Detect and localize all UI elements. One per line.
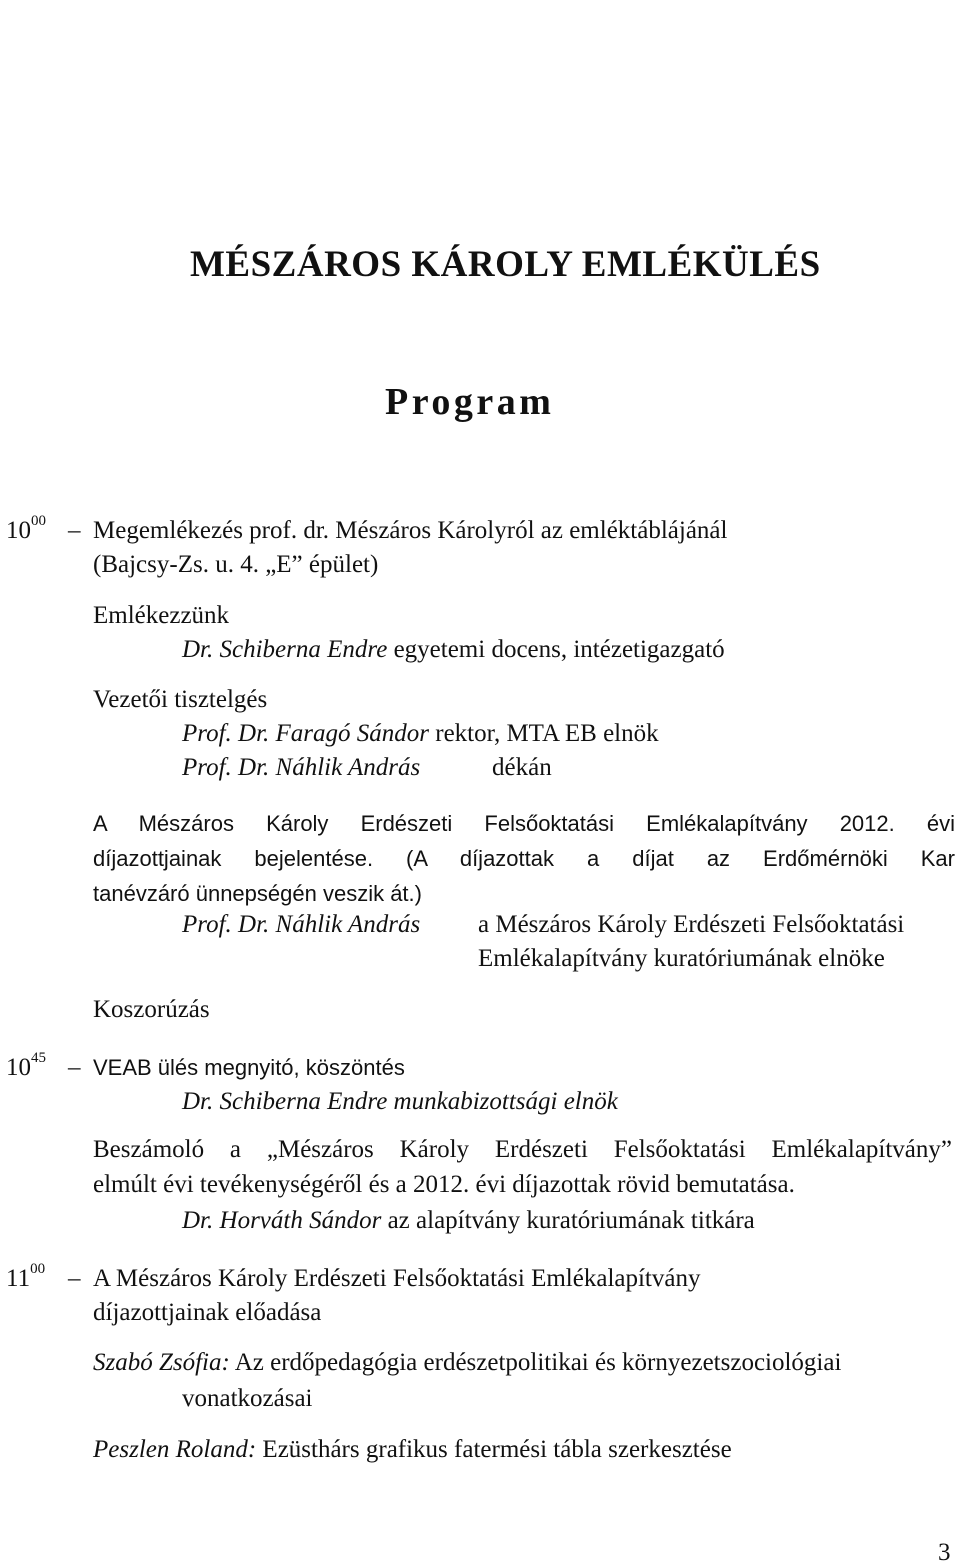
document-title: MÉSZÁROS KÁROLY EMLÉKÜLÉS — [190, 244, 821, 285]
vezetoi-label: Vezetői tisztelgés — [93, 686, 268, 713]
time-dash: – — [68, 517, 81, 544]
program-heading: Program — [385, 381, 555, 423]
speaker-schiberna: Dr. Schiberna Endre egyetemi docens, intézetigazgató — [182, 636, 725, 663]
time-11-00: $11^{00}$ — [6, 1261, 46, 1292]
time-dash: – — [68, 1265, 81, 1292]
laureates-line-1: A Mészáros Károly Erdészeti Felsőoktatási Emlékalapítvány — [93, 1265, 701, 1292]
commemoration-line: Megemlékezés prof. dr. Mészáros Károlyról az emléktáblájánál — [93, 517, 728, 544]
speaker-schiberna-2: Dr. Schiberna Endre munkabizottsági elnök — [182, 1088, 618, 1115]
speaker-horvath: Dr. Horváth Sándor az alapítvány kuratóriumának titkára — [182, 1207, 755, 1234]
time-10-45: $10^{45}$ — [6, 1050, 46, 1081]
talk-2: Peszlen Roland: Ezüsthárs grafikus fatermési tábla szerkesztése — [93, 1436, 732, 1463]
nahlik-role-line-1: a Mészáros Károly Erdészeti Felsőoktatási — [478, 911, 905, 938]
report-paragraph: Beszámoló a „Mészáros Károly Erdészeti Felsőoktatási Emlékalapítvány” elmúlt évi tevékenységéről és a 2012. évi díjazottak rövid bemutatása. — [93, 1136, 952, 1198]
time-10-00: $10^{00}$ — [6, 513, 46, 544]
laureates-line-2: díjazottjainak előadása — [93, 1299, 322, 1326]
talk-1-title-cont: vonatkozásai — [182, 1385, 313, 1412]
veab-opening-line: VEAB ülés megnyitó, köszöntés — [93, 1055, 405, 1080]
speaker-nahlik-2: Prof. Dr. Náhlik András — [182, 911, 421, 938]
announcement-paragraph: A Mészáros Károly Erdészeti Felsőoktatási Emlékalapítvány 2012. évi díjazottjainak bejelentése. (A díjazottak a díjat az Erdőmérnöki Kar tanévzáró ünnepségén veszik át.) — [93, 811, 955, 906]
location-line: (Bajcsy-Zs. u. 4. „E” épület) — [93, 551, 379, 578]
nahlik-role-line-2: Emlékalapítvány kuratóriumának elnöke — [478, 945, 885, 972]
talk-1: Szabó Zsófia: Az erdőpedagógia erdészetpolitikai és környezetszociológiai — [93, 1349, 842, 1376]
speaker-nahlik-role: dékán — [492, 754, 552, 781]
speaker-farago: Prof. Dr. Faragó Sándor rektor, MTA EB elnök — [182, 720, 659, 747]
time-dash: – — [68, 1054, 81, 1081]
koszoruzas-label: Koszorúzás — [93, 996, 210, 1023]
page-number: 3 — [938, 1539, 951, 1566]
emlekezzunk-label: Emlékezzünk — [93, 602, 230, 629]
speaker-nahlik: Prof. Dr. Náhlik András — [182, 754, 421, 781]
